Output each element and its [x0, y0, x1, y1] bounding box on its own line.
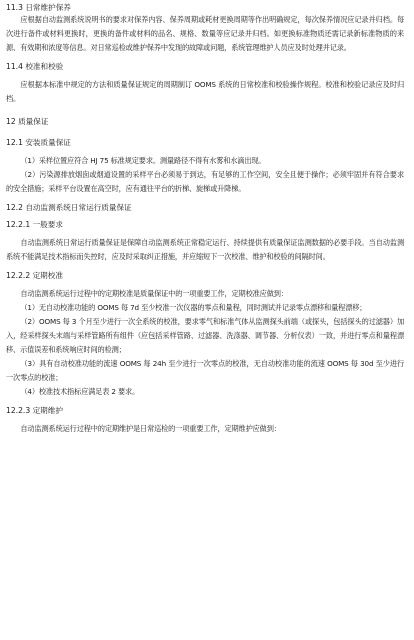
section-heading-12-2: 12.2 自动监测系统日常运行质量保证	[6, 203, 132, 212]
section-heading-12: 12 质量保证	[6, 117, 49, 126]
paragraph-calibration-item-4: （4）校准技术指标应满足表 2 要求。	[20, 387, 140, 396]
section-heading-12-2-3: 12.2.3 定期维护	[6, 406, 63, 415]
paragraph-calibration: 应根据本标准中规定的方法和质量保证规定的周期制订 OOMS 系统的日常校准和校验操作规程。校准和校验记录应及时归档。	[6, 80, 404, 103]
section-heading-11-4: 11.4 校准和校验	[6, 62, 64, 71]
section-heading-11-3: 11.3 日常维护保养	[6, 3, 71, 12]
section-heading-12-2-1: 12.2.1 一般要求	[6, 220, 63, 229]
paragraph-calibration-item-1: （1）无自动校准功能的 OOMS 每 7d 至少校准一次仪器的零点和量程，同时测试并记录零点漂移和量程漂移；	[20, 303, 367, 312]
paragraph-general-requirements: 自动监测系统日常运行质量保证是保障自动监测系统正常稳定运行、持续提供有质量保证监测数据的必要手段。当自动监测系统不能满足技术指标而失控时，应及时采取纠正措施，并应缩短下一次校准、维护和校验的间隔时间。	[6, 238, 404, 261]
paragraph-install-2: （2）污染源排放烟囱或烟道设置的采样平台必须易于到达，有足够的工作空间，安全且便于操作；必须牢固并有符合要求的安全措施；采样平台设置在高空时，应有通往平台的折梯、旋梯或升降梯。	[6, 170, 404, 193]
section-heading-12-1: 12.1 安装质量保证	[6, 138, 71, 147]
paragraph-periodic-calibration-intro: 自动监测系统运行过程中的定期校准是质量保证中的一项重要工作，定期校准应做到：	[20, 289, 288, 298]
paragraph-maintenance: 应根据自动监测系统说明书的要求对保养内容、保养周期或耗材更换周期等作出明确规定，每次保养情况应记录并归档。每次进行备件或材料更换时，更换的备件或材料的品名、规格、数量等应记录并归档。如更换标准物质还需记录新标准物质的来源、有效期和浓度等信息。对日常巡检或维护保养中发现的故障或问题，系统管理维护人员应及时处理并记录。	[6, 15, 404, 52]
section-heading-12-2-2: 12.2.2 定期校准	[6, 271, 63, 280]
paragraph-calibration-item-3: （3）具有自动校准功能的流速 OOMS 每 24h 至少进行一次零点的校准，无自动校准功能的流速 OOMS 每 30d 至少进行一次零点的校准；	[6, 359, 404, 382]
paragraph-install-1: （1）采样位置应符合 HJ 75 标准规定要求。测量路径不得有水雾和水滴出现。	[20, 156, 266, 165]
paragraph-periodic-maintenance-intro: 自动监测系统运行过程中的定期维护是日常巡检的一项重要工作，定期维护应做到：	[20, 424, 281, 433]
paragraph-calibration-item-2: （2）OOMS 每 3 个月至少进行一次全系统的校准，要求零气和标准气体从监测探头前端（或探头，包括探头的过滤器）加入，经采样探头末端与采样管路所有组件（应包括采样管路、过滤器、洗涤器、调节器、分析仪表）一致，并进行零点和量程漂移、示值误差和系统响应时间的检测；	[6, 317, 404, 354]
